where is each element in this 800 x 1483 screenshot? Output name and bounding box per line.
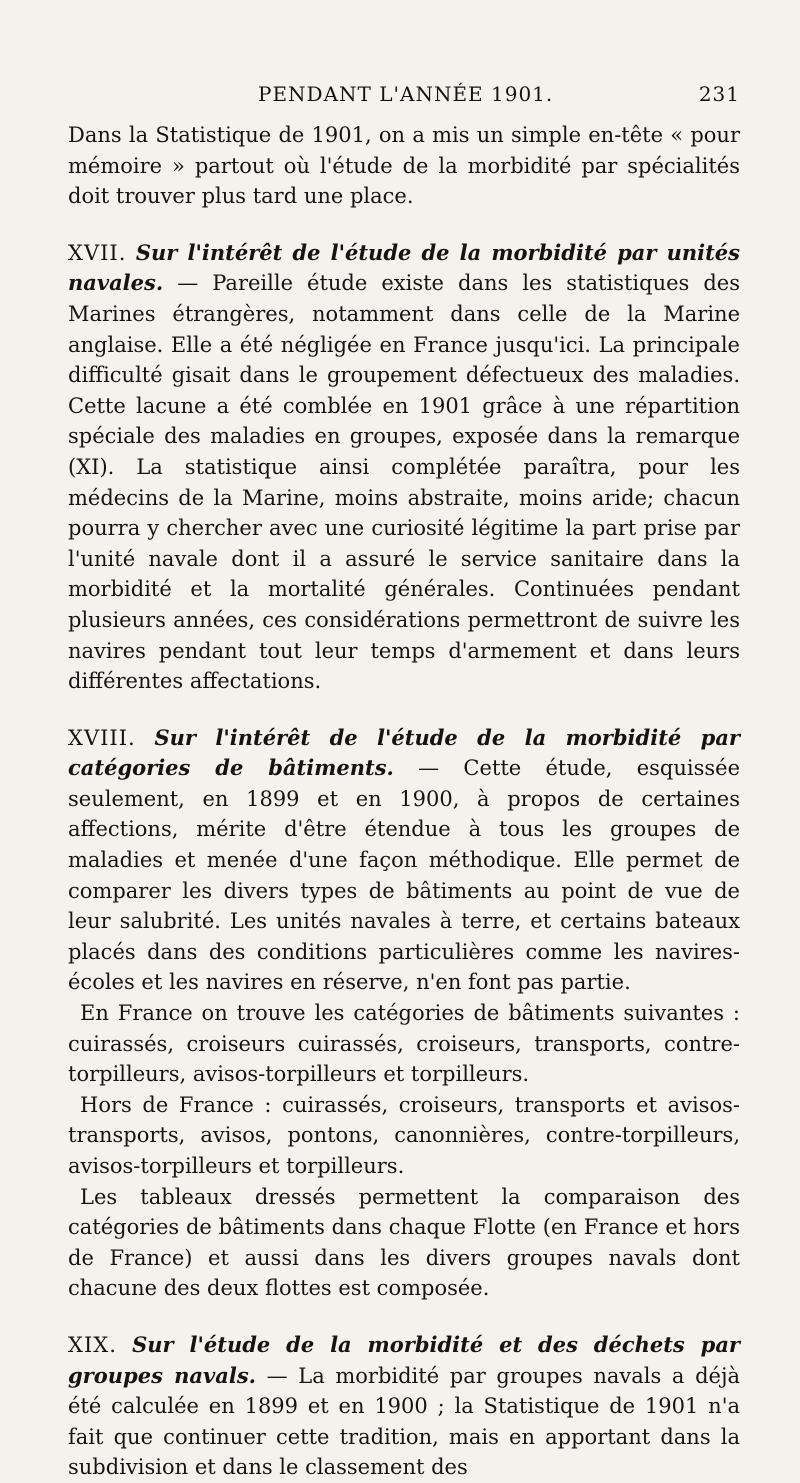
section-xvii [68,238,740,697]
running-title: PENDANT L'ANNÉE 1901. [258,82,554,106]
section-title: Sur l'intérêt de l'étude de la morbidité par catégories de bâtiments. [68,724,740,781]
section-xix [68,1330,740,1483]
section-xviii [68,723,740,1304]
section-body: — La morbidité par groupes navals a déjà été calculée en 1899 et en 1900 ; la Statistique de 1901 n'a fait que continuer cette tradition, mais en apportant dans la subdivision et dans le classement des [68,1363,740,1480]
section-number: XVIII. [68,725,136,750]
section-body: — Pareille étude existe dans les statistiques des Marines étrangères, notamment dans celle de la Marine anglaise. Elle a été négligée en France jusqu'ici. La principale difficulté gisait dans le groupement défectueux des maladies. Cette lacune a été comblée en 1901 grâce à une répartition spéciale des maladies en groupes, exposée dans la remarque (XI). La statistique ainsi complétée paraîtra, pour les médecins de la Marine, moins abstraite, moins aride; chacun pourra y chercher avec une curiosité légitime la part prise par l'unité navale dont il a assuré le service sanitaire dans la morbidité et la mortalité générales. Continuées pendant plusieurs années, ces considérations permettront de suivre les navires pendant tout leur temps d'armement et dans leurs différentes affectations. [68,271,740,694]
body-paragraph: Hors de France : cuirassés, croiseurs, transports et avisos-transports, avisos, pontons, canonnières, contre-torpilleurs, avisos-torpilleurs et torpilleurs. [68,1092,740,1178]
running-header [68,82,740,120]
section-paragraph [68,723,740,998]
body-paragraph: En France on trouve les catégories de bâtiments suivantes : cuirassés, croiseurs cuirassés, croiseurs, transports, contre-torpilleurs, avisos-torpilleurs et torpilleurs. [68,1001,740,1087]
section-number: XVII. [68,240,127,265]
section-paragraph [68,238,740,697]
section-number: XIX. [68,1332,117,1357]
body-paragraph: Les tableaux dressés permettent la comparaison des catégories de bâtiments dans chaque Flotte (en France et hors de France) et aussi dans les divers groupes navals dont chacune des deux flottes est composée. [68,1184,740,1301]
section-title: Sur l'intérêt de l'étude de la morbidité par unités navales. [68,239,740,296]
page-number: 231 [698,82,740,106]
intro-paragraph: Dans la Statistique de 1901, on a mis un simple en-tête « pour mémoire » partout où l'étude de la morbidité par spécialités doit trouver plus tard une place. [68,123,740,209]
section-title: Sur l'étude de la morbidité et des déchets par groupes navals. [68,1331,740,1388]
section-paragraph [68,1330,740,1483]
section-body: — Cette étude, esquissée seulement, en 1899 et en 1900, à propos de certaines affections, mérite d'être étendue à tous les groupes de maladies et menée d'une façon méthodique. Elle permet de comparer les divers types de bâtiments au point de vue de leur salubrité. Les unités navales à terre, et certains bateaux placés dans des conditions particulières comme les navires-écoles et les navires en réserve, n'en font pas partie. [68,756,740,995]
